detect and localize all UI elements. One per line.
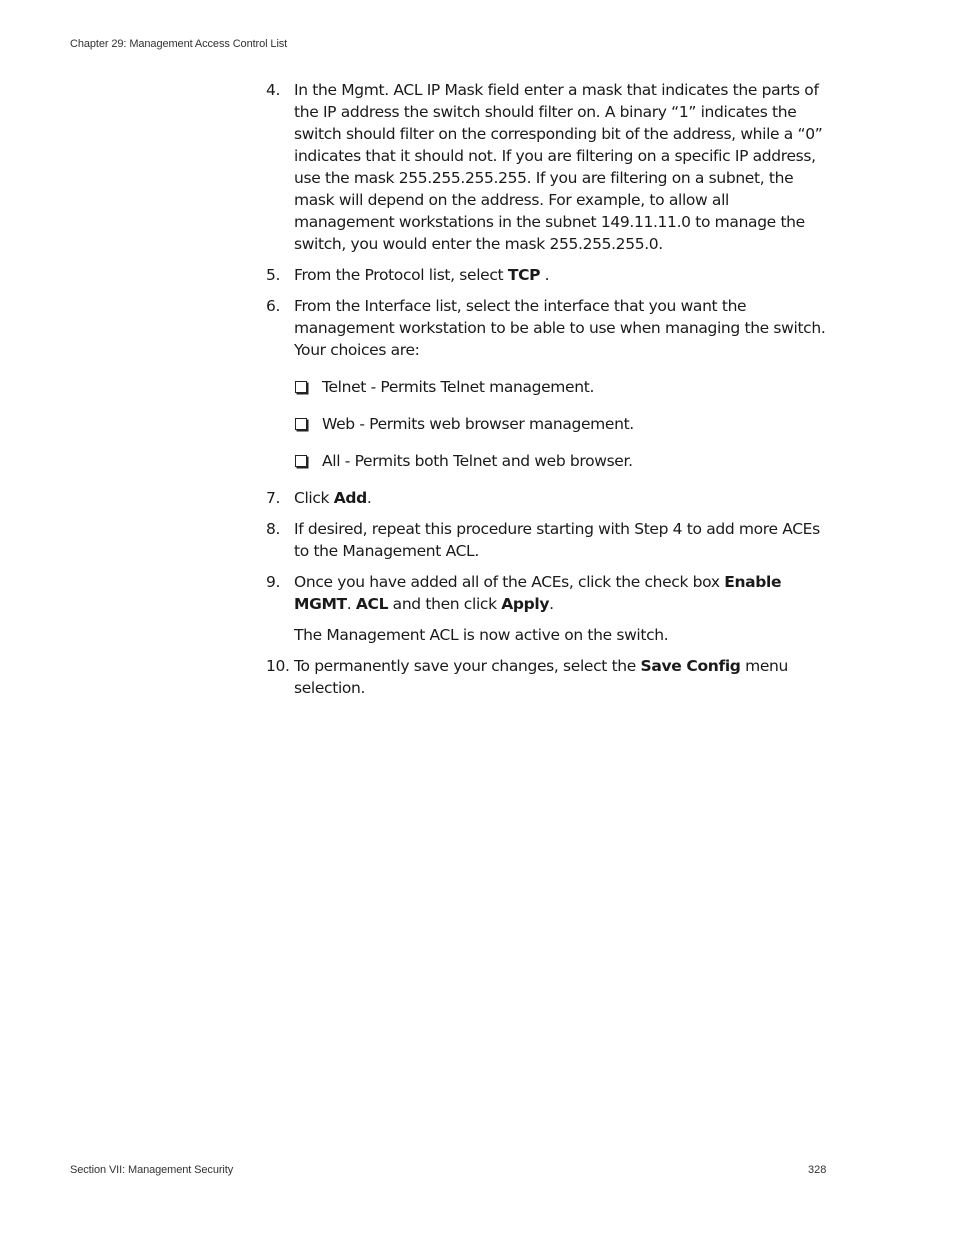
- step-text-pre: From the Protocol list, select: [294, 266, 508, 284]
- step-text-pre: Click: [294, 489, 334, 507]
- step-text-mid: and then click: [388, 595, 502, 613]
- step-number: 10.: [266, 657, 290, 675]
- step-8: [266, 518, 832, 562]
- protocol-tcp: TCP: [507, 266, 541, 284]
- save-config-label: Save Config: [640, 657, 741, 675]
- step-text: If desired, repeat this procedure starting with Step 4 to add more ACEs to the Management ACL.: [294, 520, 820, 560]
- step-number: 9.: [266, 573, 281, 591]
- add-label: Add: [333, 489, 367, 507]
- checkbox-bullet-icon: [295, 455, 307, 467]
- step-number: 6.: [266, 297, 281, 315]
- choice-telnet: [266, 376, 832, 398]
- step-text-post: .: [366, 489, 372, 507]
- step-text-pre: Once you have added all of the ACEs, click the check box: [294, 573, 725, 591]
- step-text-post: .: [540, 266, 550, 284]
- choice-text: Telnet - Permits Telnet management.: [322, 378, 595, 396]
- step-7: [266, 487, 832, 509]
- apply-label: Apply: [501, 595, 550, 613]
- step-text: In the Mgmt. ACL IP Mask field enter a mask that indicates the parts of the IP address the switch should filter on. A binary “1” indicates the switch should filter on the corresponding bit of the address, while a “0” indicates that it should not. If you are filtering on a specific IP address, use the mask 255.255.255.255. If you are filtering on a subnet, the mask will depend on the address. For example, to allow all management workstations in the subnet 149.11.11.0 to manage the switch, you would enter the mask 255.255.255.0.: [294, 81, 823, 253]
- running-footer: Section VII: Management Security: [70, 1164, 234, 1176]
- step-number: 4.: [266, 81, 281, 99]
- step-number: 7.: [266, 489, 281, 507]
- running-header: Chapter 29: Management Access Control List: [70, 38, 288, 50]
- step-10: [266, 655, 832, 699]
- step-text-mid: .: [346, 595, 356, 613]
- checkbox-bullet-icon: [295, 418, 307, 430]
- step-5: [266, 264, 832, 286]
- step-text-post: menu selection.: [294, 657, 789, 697]
- step-text: From the Interface list, select the interface that you want the management workstation to be able to use when managing the switch. Your choices are:: [294, 297, 826, 359]
- step-number: 8.: [266, 520, 281, 538]
- choice-web: [266, 413, 832, 435]
- procedure-steps: [266, 79, 832, 708]
- step-text-post: .: [549, 595, 554, 613]
- step-4: [266, 79, 832, 255]
- step-text-pre: To permanently save your changes, select the: [294, 657, 641, 675]
- step-number: 5.: [266, 266, 281, 284]
- enable-mgmt-label: Enable MGMT: [294, 573, 782, 613]
- acl-label: ACL: [355, 595, 389, 613]
- step-6: [266, 295, 832, 361]
- choice-text: Web - Permits web browser management.: [322, 415, 634, 433]
- page-number: 328: [808, 1164, 827, 1176]
- checkbox-bullet-icon: [295, 381, 307, 393]
- step-9-note: The Management ACL is now active on the switch.: [294, 626, 669, 644]
- choice-all: [266, 450, 832, 472]
- step-9: [266, 571, 832, 615]
- choice-text: All - Permits both Telnet and web browser.: [322, 452, 633, 470]
